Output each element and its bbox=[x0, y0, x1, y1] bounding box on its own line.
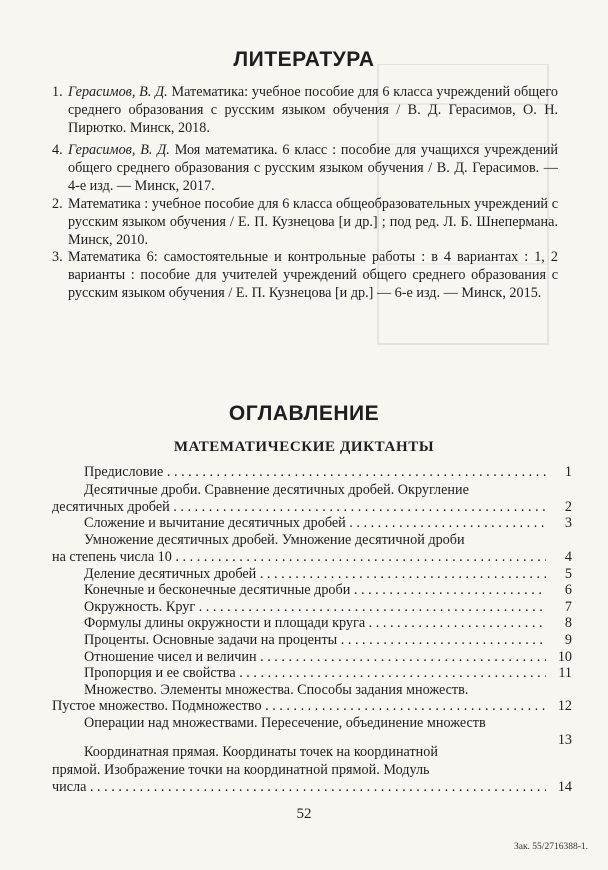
bibliography-item bbox=[52, 195, 558, 249]
print-order-code: Зак. 55/2716388-1. bbox=[513, 842, 588, 852]
toc-page-number: 3 bbox=[564, 515, 572, 531]
toc-entry-title: Множество. Элементы множества. Способы задания множеств. bbox=[84, 682, 469, 698]
toc-page-number: 2 bbox=[564, 499, 572, 515]
toc-entry-title: Деление десятичных дробей . . . bbox=[84, 566, 546, 585]
toc-entry-title: Формулы длины окружности и площади круга . . . bbox=[84, 615, 546, 634]
toc-entry-title-cont: прямой. Изображение точки на координатной прямой. Модуль bbox=[52, 762, 430, 778]
contents-heading: ОГЛАВЛЕНИЕ bbox=[228, 402, 380, 425]
toc-entry-title: Пропорция и ее свойства . . . bbox=[84, 665, 546, 684]
toc-page-number: 9 bbox=[564, 632, 572, 648]
toc-page-number: 11 bbox=[558, 665, 572, 681]
toc-entry-title: Конечные и бесконечные десятичные дроби . . . bbox=[84, 582, 546, 601]
page-number: 52 bbox=[296, 806, 312, 822]
literature-heading: ЛИТЕРАТУРА bbox=[233, 48, 375, 71]
toc-entry-title-cont: на степень числа 10 . . . bbox=[52, 549, 546, 568]
toc-page-number: 1 bbox=[564, 464, 572, 480]
bibliography-text: Математика 6: самостоятельные и контрольные работы : в 4 вариантах : 1, 2 варианты : пособие для учителей учреждений общего среднего образования с русским языком обучения / Е. П. Кузнецова [и др.] — 6-е изд. — Минск, 2015. bbox=[68, 249, 558, 301]
toc-page-number: 6 bbox=[564, 582, 572, 598]
bibliography-item bbox=[52, 83, 558, 137]
bibliography-item bbox=[52, 141, 558, 195]
bibliography-text: Математика: учебное пособие для 6 класса учреждений общего среднего образования с русским языком обучения / В. Д. Герасимов, О. Н. Пирютко. Минск, 2018. bbox=[68, 84, 558, 136]
toc-entry-title: Умножение десятичных дробей. Умножение десятичной дроби bbox=[84, 532, 465, 548]
toc-entry[interactable] bbox=[52, 464, 572, 483]
contents-section-title: МАТЕМАТИЧЕСКИЕ ДИКТАНТЫ bbox=[173, 439, 435, 455]
bibliography-author: Герасимов, В. Д. bbox=[68, 142, 170, 158]
bibliography-number: 3. bbox=[52, 249, 63, 265]
toc-entry-title-cont: Пустое множество. Подмножество . . . bbox=[52, 698, 546, 717]
toc-page-number: 5 bbox=[564, 566, 572, 582]
toc-page-number: 10 bbox=[557, 649, 572, 665]
toc-page-number: 12 bbox=[557, 698, 572, 714]
toc-entry-title: Предисловие . . . bbox=[84, 464, 546, 483]
bibliography-number: 2. bbox=[52, 196, 63, 212]
bibliography-text: Математика : учебное пособие для 6 класса общеобразовательных учреждений с русским языком обучения / Е. П. Кузнецова [и др.] ; под ред. Л. Б. Шнепермана. Минск, 2010. bbox=[68, 196, 558, 248]
toc-entry[interactable] bbox=[52, 779, 572, 798]
toc-page-number: 8 bbox=[564, 615, 572, 631]
toc-entry-title: Окружность. Круг . . . bbox=[84, 599, 546, 618]
toc-page-number: 13 bbox=[557, 732, 572, 748]
toc-entry-title: Сложение и вычитание десятичных дробей . . . bbox=[84, 515, 546, 534]
bibliography-text: Моя математика. 6 класс : пособие для учащихся учреждений общего среднего образования с русским языком обучения / В. Д. Герасимов. — 4-е изд. — Минск, 2017. bbox=[68, 142, 558, 194]
toc-entry-line[interactable] bbox=[52, 744, 572, 763]
toc-entry-title: Десятичные дроби. Сравнение десятичных дробей. Округление bbox=[84, 482, 469, 498]
bibliography-item bbox=[52, 248, 558, 302]
bibliography-number: 1. bbox=[52, 84, 63, 100]
toc-entry-title-cont: числа . . . bbox=[52, 779, 546, 798]
toc-entry-title: Операции над множествами. Пересечение, объединение множеств bbox=[84, 715, 486, 731]
toc-entry-title: Координатная прямая. Координаты точек на координатной bbox=[84, 744, 438, 760]
toc-entry-title: Отношение чисел и величин . . . bbox=[84, 649, 546, 668]
toc-entry-title-cont: десятичных дробей . . . bbox=[52, 499, 546, 518]
toc-page-number: 14 bbox=[557, 779, 572, 795]
toc-page-number: 7 bbox=[564, 599, 572, 615]
toc-entry-title: Проценты. Основные задачи на проценты . . . bbox=[84, 632, 546, 651]
bibliography-number: 4. bbox=[52, 142, 63, 158]
bibliography-author: Герасимов, В. Д. bbox=[68, 84, 168, 100]
toc-page-number: 4 bbox=[564, 549, 572, 565]
